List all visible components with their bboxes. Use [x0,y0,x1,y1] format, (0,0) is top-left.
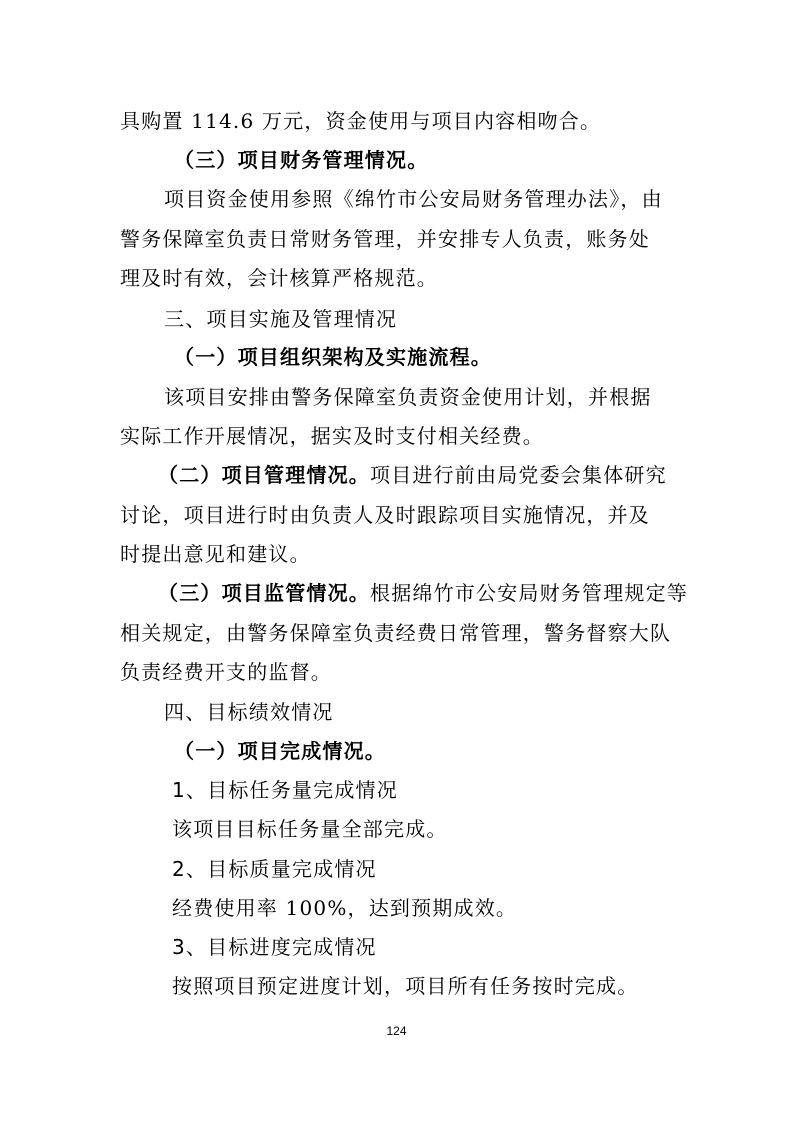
inline-heading-management: （二）项目管理情况。 [158,463,370,487]
subheading-organization: （一）项目组织架构及实施流程。 [174,345,492,369]
paragraph-line-13 [158,580,688,606]
section-heading-3: 三、项目实施及管理情况 [164,307,398,331]
paragraph-line-14: 相关规定，由警务保障室负责经费日常管理，警务督察大队 [120,621,672,645]
paragraph-line-12: 时提出意见和建议。 [120,542,311,566]
page-number: 124 [386,1024,407,1038]
paragraph-line-10 [158,462,667,488]
item-text-1: 该项目目标任务量全部完成。 [172,817,448,841]
subheading-completion: （一）项目完成情况。 [174,739,386,763]
subheading-financial-management: （三）项目财务管理情况。 [174,148,429,172]
paragraph-line-3: 项目资金使用参照《绵竹市公安局财务管理办法》，由 [164,187,663,211]
paragraph-line-11: 讨论，项目进行时由负责人及时跟踪项目实施情况，并及 [120,503,650,527]
inline-heading-supervision: （三）项目监管情况。 [158,581,370,605]
paragraph-line-4: 警务保障室负责日常财务管理，并安排专人负责，账务处 [120,227,650,251]
paragraph-line-9: 实际工作开展情况，据实及时支付相关经费。 [120,424,544,448]
item-text-2: 经费使用率 100%，达到预期成效。 [172,896,518,920]
paragraph-line-15: 负责经费开支的监督。 [120,660,332,684]
paragraph-line-5: 理及时有效，会计核算严格规范。 [120,266,438,290]
paragraph-text: 根据绵竹市公安局财务管理规定等 [370,581,688,605]
section-heading-4: 四、目标绩效情况 [164,700,334,724]
item-heading-2: 2、目标质量完成情况 [172,857,377,881]
paragraph-text: 项目进行前由局党委会集体研究 [370,463,667,487]
item-text-3: 按照项目预定进度计划，项目所有任务按时完成。 [172,974,639,998]
item-heading-3: 3、目标进度完成情况 [172,935,377,959]
item-heading-1: 1、目标任务量完成情况 [172,778,398,802]
paragraph-line-8: 该项目安排由警务保障室负责资金使用计划，并根据 [164,385,652,409]
paragraph-line-1: 具购置 114.6 万元，资金使用与项目内容相吻合。 [120,109,602,133]
